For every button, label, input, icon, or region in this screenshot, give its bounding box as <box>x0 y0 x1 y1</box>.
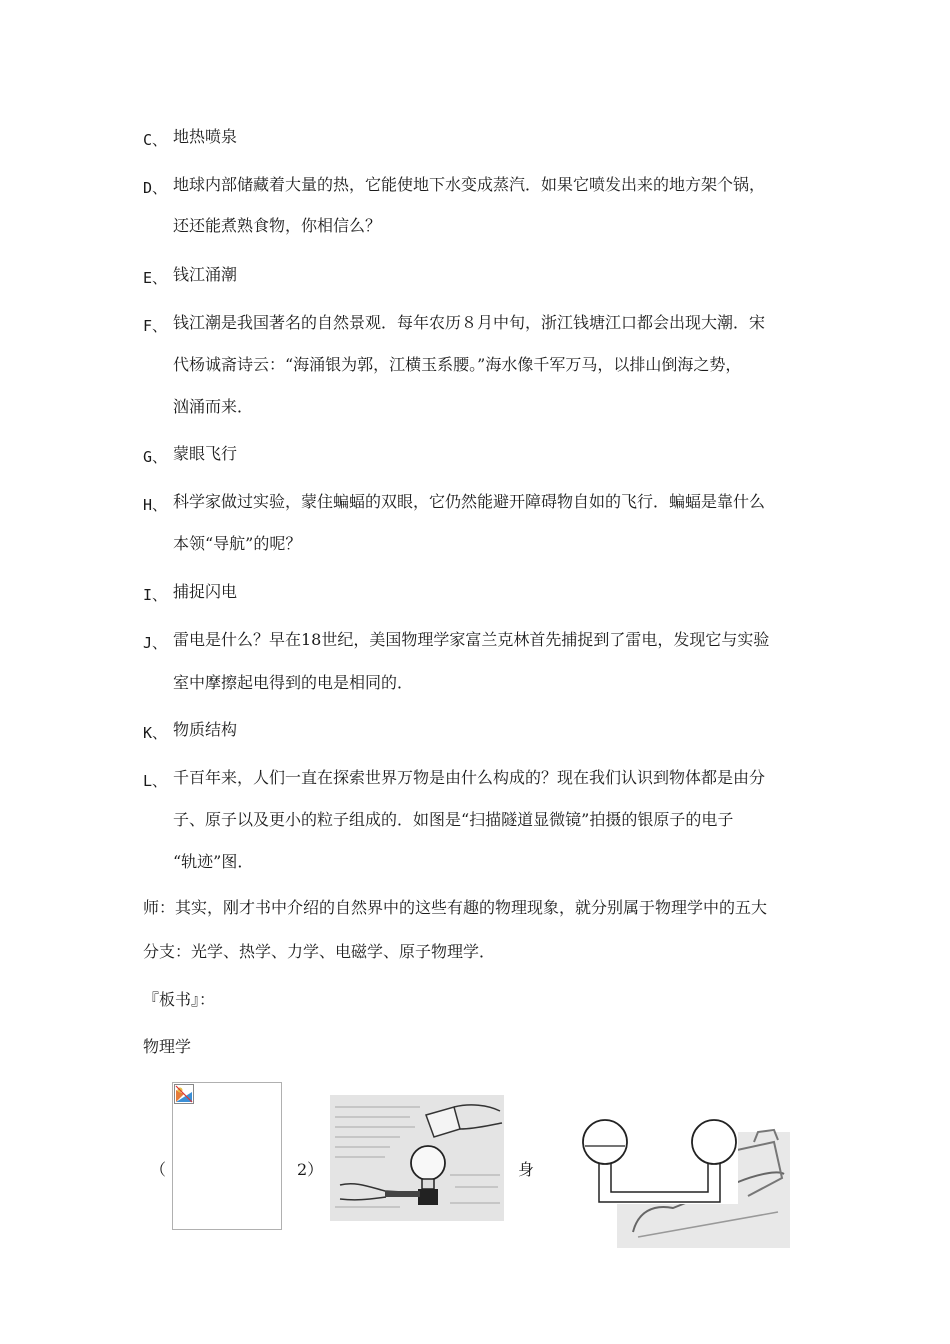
item-letter-f: F、 <box>143 317 168 335</box>
item-letter-j: J、 <box>143 634 168 652</box>
item-letter-g: G、 <box>143 448 168 466</box>
item-text-l-cont-2: “轨迹”图． <box>173 852 254 871</box>
item-letter-h: H、 <box>143 496 168 514</box>
item-text-l: 千百年来，人们一直在探索世界万物是由什么构成的？现在我们认识到物体都是由分 <box>173 768 766 787</box>
item-letter-i: I、 <box>143 586 168 604</box>
broken-image-frame <box>172 1082 282 1230</box>
item-text-h: 科学家做过实验，蒙住蝙蝠的双眼，它仍然能避开障碍物自如的飞行．蝙蝠是靠什么 <box>173 492 766 511</box>
item-text-g: 蒙眼飞行 <box>173 444 238 463</box>
item-text-f-cont-2: 汹涌而来． <box>173 397 254 416</box>
item-letter-c: C、 <box>143 131 168 149</box>
item-text-d-cont: 还还能煮熟食物，你相信么？ <box>173 216 382 235</box>
item-letter-l: L、 <box>143 772 168 790</box>
two-bulb-apparatus-figure <box>578 1112 790 1248</box>
left-paren: （ <box>150 1160 167 1179</box>
item-letter-d: D、 <box>143 179 168 197</box>
item-text-d: 地球内部储藏着大量的热，它能使地下水变成蒸汽．如果它喷发出来的地方架个锅， <box>173 175 766 194</box>
item-text-j-cont: 室中摩擦起电得到的电是相同的． <box>173 673 414 692</box>
board-title: 物理学 <box>143 1037 192 1056</box>
item-text-j: 雷电是什么？早在18世纪，美国物理学家富兰克林首先捕捉到了雷电，发现它与实验 <box>173 630 770 649</box>
item-letter-e: E、 <box>143 269 168 287</box>
item-letter-k: K、 <box>143 724 168 742</box>
teacher-line-1: 师：其实，刚才书中介绍的自然界中的这些有趣的物理现象，就分别属于物理学中的五大 <box>143 898 768 917</box>
teacher-line-2: 分支：光学、热学、力学、电磁学、原子物理学． <box>143 942 496 961</box>
item-text-e: 钱江涌潮 <box>173 265 238 284</box>
figure-number-label: 2） <box>297 1160 324 1179</box>
body-char: 身 <box>518 1160 535 1179</box>
item-text-f-cont-1: 代杨诚斋诗云：“海涌银为郭，江横玉系腰。”海水像千军万马，以排山倒海之势， <box>173 355 742 374</box>
item-text-l-cont-1: 子、原子以及更小的粒子组成的．如图是“扫描隧道显微镜”拍摄的银原子的电子 <box>173 810 734 829</box>
item-text-k: 物质结构 <box>173 720 238 739</box>
item-text-c: 地热喷泉 <box>173 127 238 146</box>
item-text-h-cont: 本领“导航”的呢？ <box>173 534 302 553</box>
board-label: 『板书』： <box>143 990 216 1009</box>
flask-experiment-photo <box>330 1095 504 1221</box>
broken-image-icon <box>174 1084 194 1104</box>
item-text-f: 钱江潮是我国著名的自然景观．每年农历８月中旬，浙江钱塘江口都会出现大潮．宋 <box>173 313 766 332</box>
item-text-i: 捕捉闪电 <box>173 582 238 601</box>
